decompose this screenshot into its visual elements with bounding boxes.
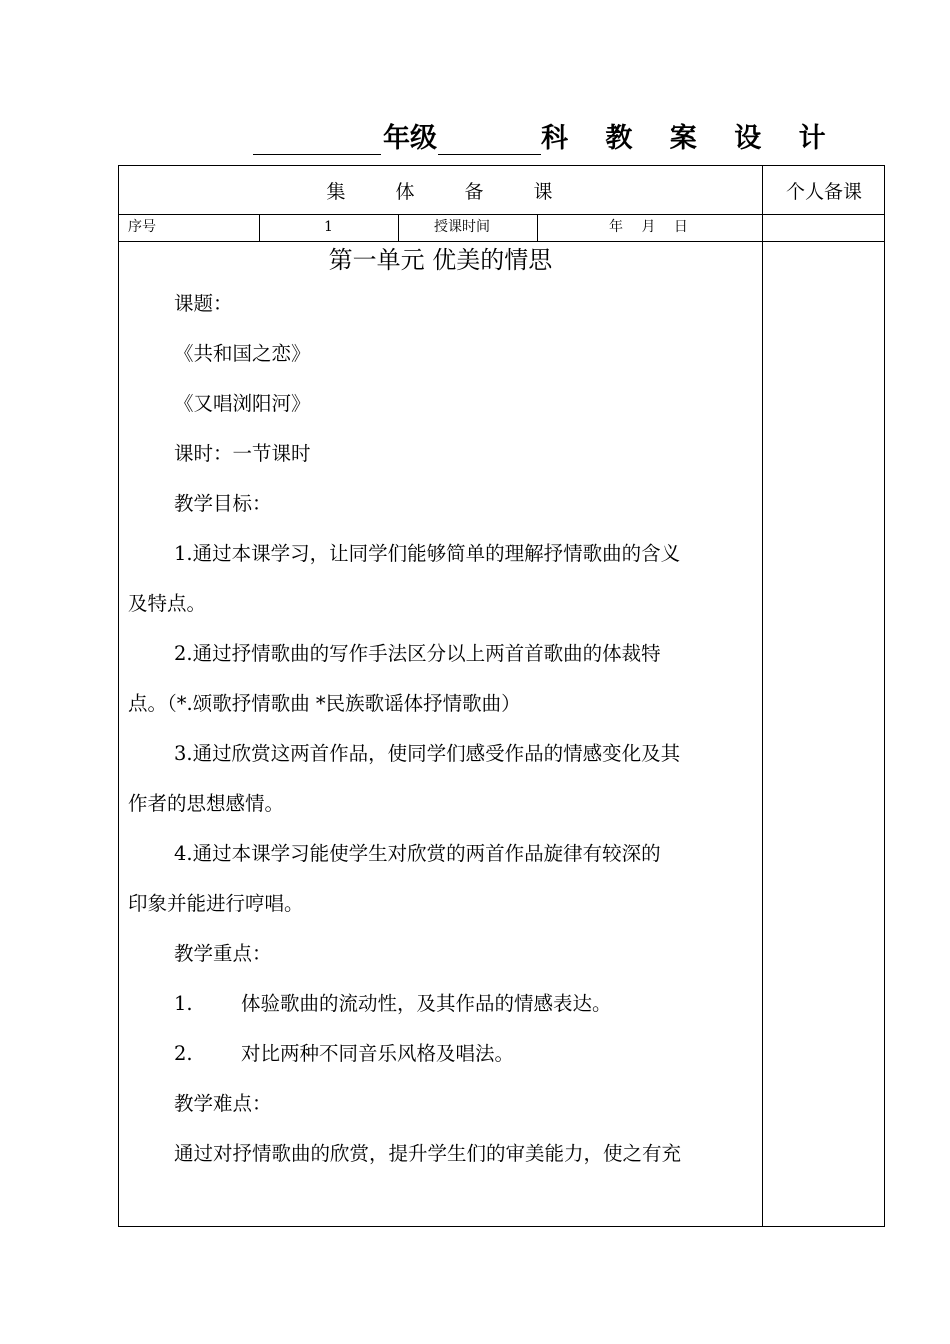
grade-label: 年级	[383, 123, 437, 154]
class-hours: 课时：一节课时	[174, 442, 311, 465]
key-points-label: 教学重点：	[174, 942, 272, 965]
objective-line: 1.通过本课学习，让同学们能够简单的理解抒情歌曲的含义	[174, 542, 681, 565]
objective-line: 3.通过欣赏这两首作品，使同学们感受作品的情感变化及其	[174, 742, 681, 765]
key-point-text: 体验歌曲的流动性，及其作品的情感表达。	[241, 992, 612, 1015]
song-title: 《又唱浏阳河》	[174, 392, 311, 415]
cell-divider	[398, 214, 399, 241]
key-point-item	[119, 979, 762, 1029]
song-title: 《共和国之恋》	[174, 342, 311, 365]
subject-label: 科 教 案 设 计	[541, 123, 840, 154]
cell-divider	[537, 214, 538, 241]
personal-prep-header: 个人备课	[785, 180, 862, 203]
key-point-item	[119, 1029, 762, 1079]
date-field: 年 月 日	[609, 219, 688, 235]
key-point-number: 1.	[174, 992, 193, 1015]
difficulty-label: 教学难点：	[174, 1092, 272, 1115]
document-title	[0, 112, 950, 162]
objective-line: 作者的思想感情。	[128, 792, 285, 815]
key-point-text: 对比两种不同音乐风格及唱法。	[241, 1042, 515, 1065]
objective-line: 印象并能进行哼唱。	[128, 892, 304, 915]
group-prep-header: 集 体 备 课	[326, 180, 575, 203]
cell-divider	[259, 214, 260, 241]
time-label: 授课时间	[434, 219, 490, 235]
column-divider	[762, 166, 763, 1226]
grade-blank[interactable]	[253, 114, 381, 155]
subject-blank[interactable]	[438, 114, 541, 155]
objective-line: 及特点。	[128, 592, 207, 615]
key-point-number: 2.	[174, 1042, 193, 1065]
unit-title: 第一单元 优美的情思	[328, 246, 553, 274]
lesson-content	[119, 241, 762, 1226]
objective-line: 点。（*.颂歌抒情歌曲 *民族歌谣体抒情歌曲）	[128, 692, 521, 715]
difficulty-text: 通过对抒情歌曲的欣赏，提升学生们的审美能力，使之有充	[174, 1142, 682, 1165]
objective-line: 4.通过本课学习能使学生对欣赏的两首作品旋律有较深的	[174, 842, 661, 865]
objectives-label: 教学目标：	[174, 492, 272, 515]
objective-line: 2.通过抒情歌曲的写作手法区分以上两首首歌曲的体裁特	[174, 642, 661, 665]
row-divider	[119, 214, 884, 215]
topic-label: 课题：	[174, 292, 233, 315]
lesson-plan-table	[118, 165, 885, 1227]
seq-label: 序号	[128, 219, 156, 235]
seq-value: 1	[324, 219, 333, 235]
